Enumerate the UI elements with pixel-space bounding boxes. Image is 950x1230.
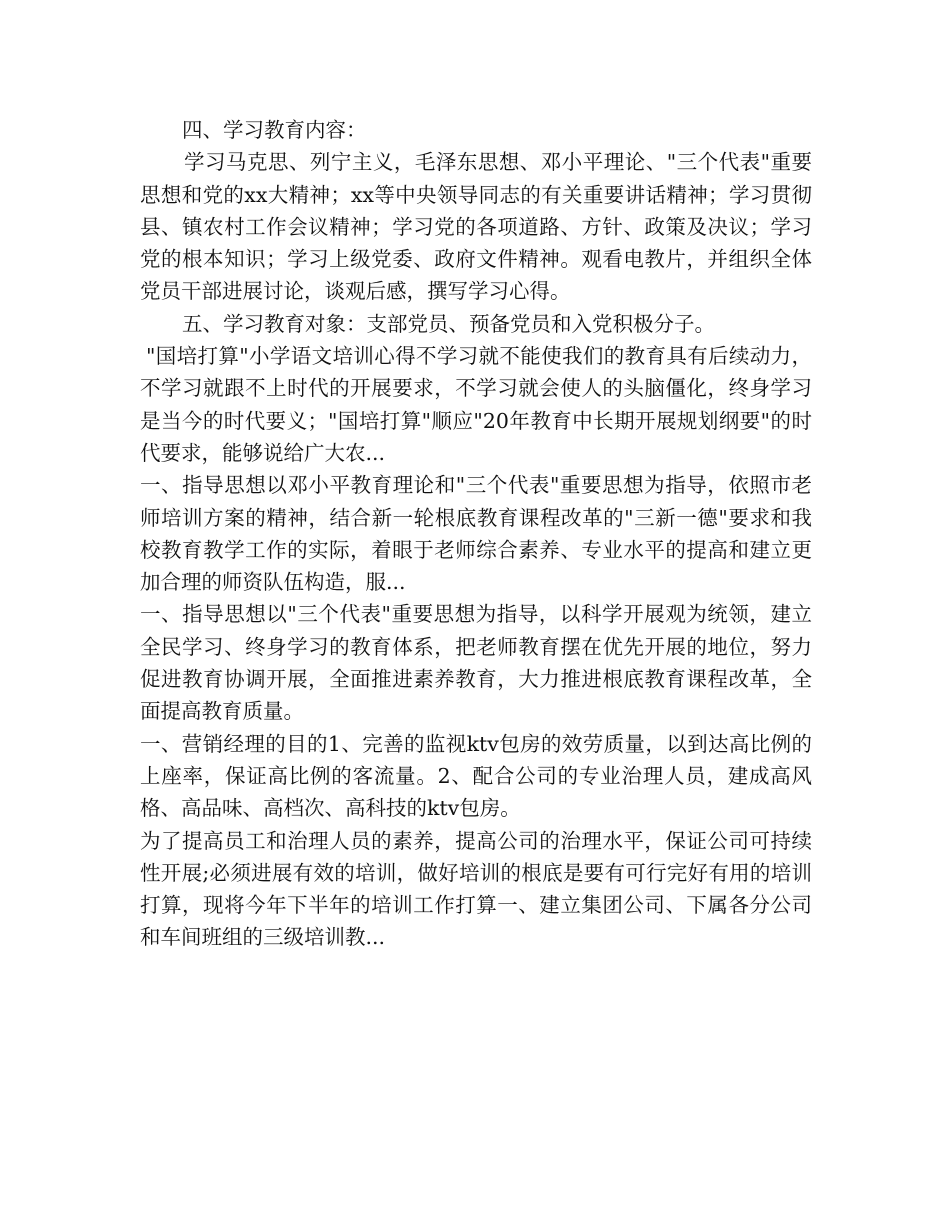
paragraph-study-content: 学习马克思、列宁主义，毛泽东思想、邓小平理论、"三个代表"重要思想和党的xx大精神；xx等中央领导同志的有关重要讲话精神；学习贯彻县、镇农村工作会议精神；学习党的各项道路、方针、政策及决议；学习党的根本知识；学习上级党委、政府文件精神。观看电教片，并组织全体党员干部进展讨论，谈观后感，撰写学习心得。 bbox=[140, 150, 812, 304]
paragraph-sales-manager-goals: 一、营销经理的目的1、完善的监视ktv包房的效劳质量，以到达高比例的上座率，保证高比例的客流量。2、配合公司的专业治理人员，建成高风格、高品味、高档次、高科技的ktv包房。 bbox=[140, 731, 812, 821]
section-heading-content: 四、学习教育内容： bbox=[182, 118, 367, 142]
paragraph-guopei-excerpt: "国培打算"小学语文培训心得不学习就不能使我们的教育具有后续动力，不学习就跟不上时代的开展要求，不学习就会使人的头脑僵化，终身学习是当今的时代要义；"国培打算"顺应"20年教育中长期开展规划纲要"的时代要求，能够说给广大农... bbox=[140, 344, 812, 465]
document-body bbox=[140, 114, 812, 954]
paragraph-guiding-ideology-1: 一、指导思想以邓小平教育理论和"三个代表"重要思想为指导，依照市老师培训方案的精神，结合新一轮根底教育课程改革的"三新一德"要求和我校教育教学工作的实际，着眼于老师综合素养、专业水平的提高和建立更加合理的师资队伍构造，服... bbox=[140, 473, 812, 595]
section-heading-audience: 五、学习教育对象：支部党员、预备党员和入党积极分子。 bbox=[182, 311, 715, 336]
paragraph-guiding-ideology-2: 一、指导思想以"三个代表"重要思想为指导，以科学开展观为统领，建立全民学习、终身学习的教育体系，把老师教育摆在优先开展的地位，努力促进教育协调开展，全面推进素养教育，大力推进根底教育课程改革，全面提高教育质量。 bbox=[140, 602, 812, 724]
paragraph-training-plan: 为了提高员工和治理人员的素养，提高公司的治理水平，保证公司可持续性开展;必须进展有效的培训，做好培训的根底是要有可行完好有用的培训打算，现将今年下半年的培训工作打算一、建立集团公司、下属各分公司和车间班组的三级培训教... bbox=[140, 828, 812, 950]
